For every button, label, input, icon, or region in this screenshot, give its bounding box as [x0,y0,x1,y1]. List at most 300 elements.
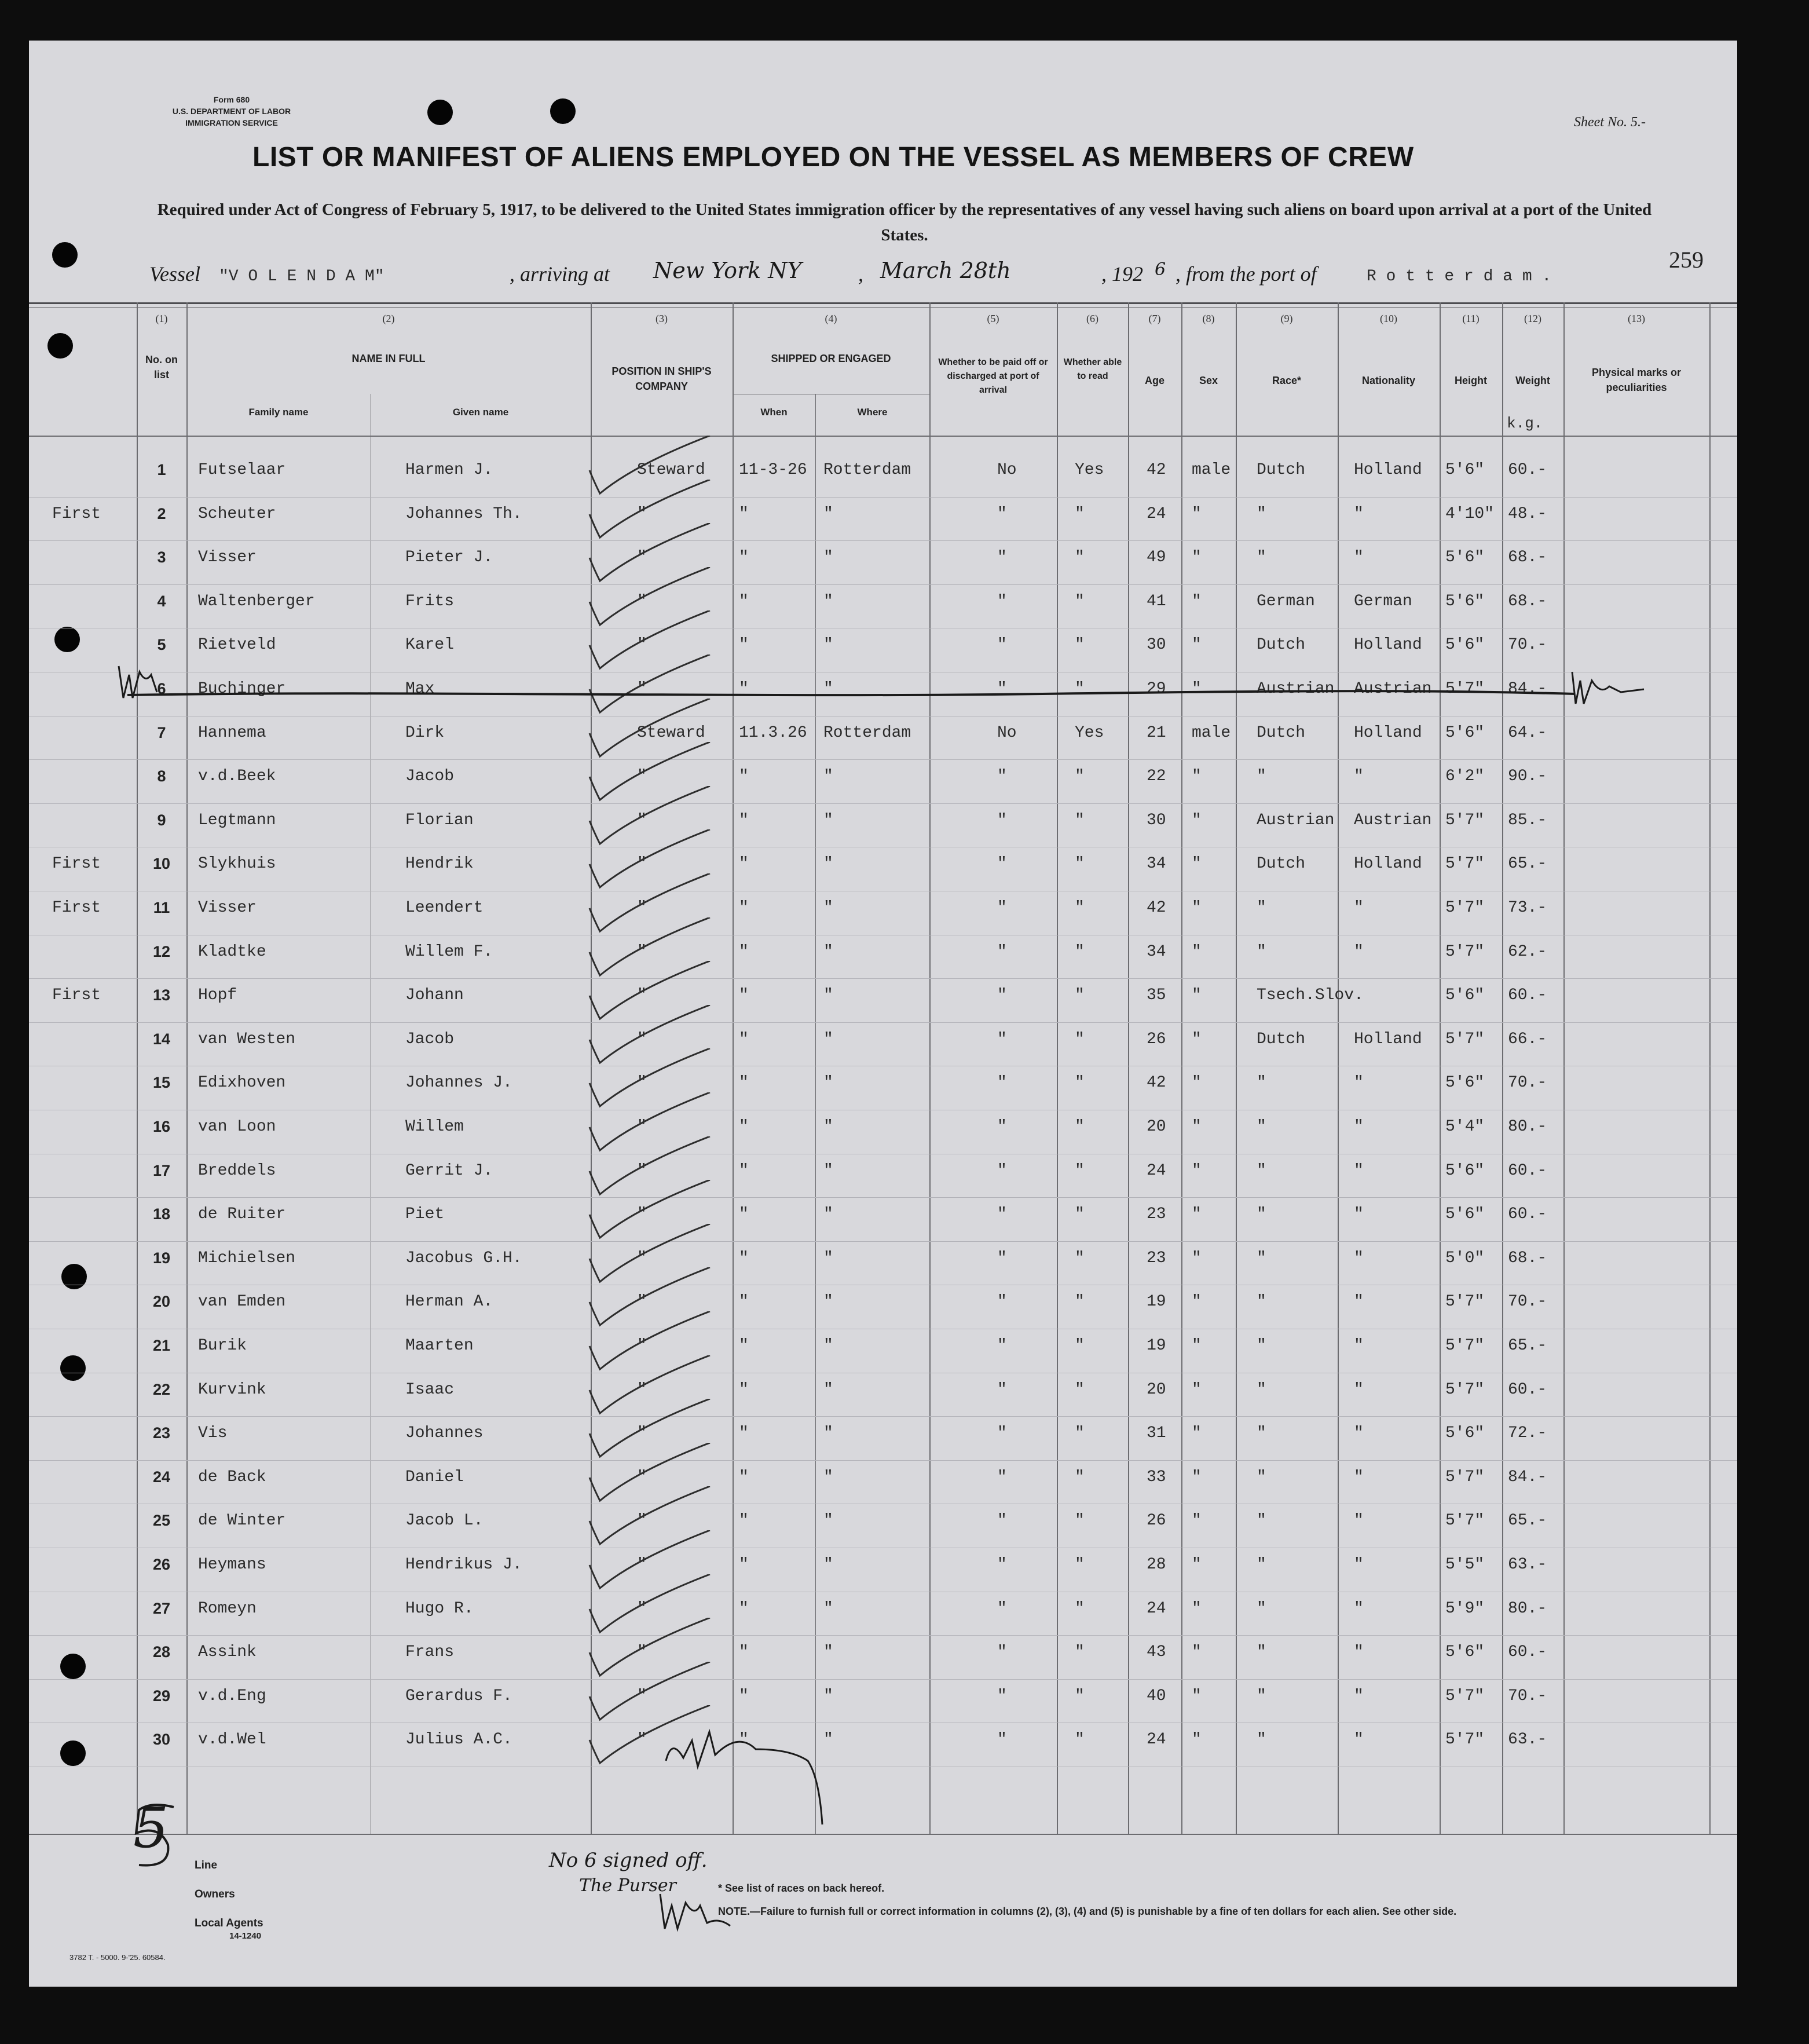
arrival-date: March 28th [880,258,1011,283]
cell-sex: " [1192,1293,1202,1311]
cell-when: " [739,549,749,567]
cell-where: " [823,1468,833,1486]
cell-weight: 90.- [1508,767,1547,786]
cell-read: " [1075,1424,1085,1443]
cell-when: " [739,1687,749,1705]
cell-height: 5'7" [1445,1337,1485,1355]
cell-paid: " [997,1556,1007,1574]
cell-height: 5'7" [1445,1468,1485,1486]
cell-read: " [1075,855,1085,873]
cell-position: " [637,1424,647,1443]
department-name: U.S. DEPARTMENT OF LABOR [172,107,291,116]
cell-race: " [1257,1337,1266,1355]
header-shipped: SHIPPED OR ENGAGED [771,353,891,364]
cell-race: " [1257,1380,1266,1399]
footer-sheet-mark: 5 [133,1796,169,1860]
cell-read: " [1075,680,1085,698]
cell-race: " [1257,1424,1266,1443]
cell-paid: " [997,1599,1007,1618]
cell-age: 24 [1147,1161,1166,1180]
cell-nationality: " [1354,1118,1364,1136]
cell-when: " [739,1599,749,1618]
cell-nationality: " [1354,1512,1364,1530]
cell-when: " [739,811,749,829]
cell-no: 7 [157,723,166,741]
cell-weight: 63.- [1508,1731,1547,1749]
cell-weight: 48.- [1508,504,1547,523]
cell-sex: " [1192,899,1202,917]
cell-family: v.d.Beek [198,767,276,786]
page-subtitle: Required under Act of Congress of February 5, 1917, to be delivered to the United States immigration officer by the representatives of any vessel having such aliens on board upon arrival at a port of the United States. [157,200,1652,244]
cell-where: " [823,636,833,654]
cell-no: 1 [157,461,166,478]
cell-given: Jacobus G.H. [405,1249,522,1267]
cell-weight: 84.- [1508,1468,1547,1486]
cell-no: 30 [152,1731,171,1749]
cell-height: 5'6" [1445,549,1485,567]
cell-weight: 72.- [1508,1424,1547,1443]
cell-read: " [1075,1731,1085,1749]
cell-age: 24 [1147,1599,1166,1618]
cell-paid: " [997,1424,1007,1443]
cell-nationality: Holland [1354,636,1422,654]
cell-where: Rotterdam [823,461,911,479]
cell-paid: " [997,899,1007,917]
cell-given: Johannes Th. [405,504,522,523]
cell-given: Willem [405,1118,464,1136]
cell-sex: " [1192,1512,1202,1530]
cell-no: 29 [152,1687,171,1705]
cell-nationality: " [1354,1556,1364,1574]
cell-race: " [1257,899,1266,917]
cell-no: 2 [157,504,166,522]
cell-given: Frans [405,1643,455,1662]
cell-nationality: " [1354,504,1364,523]
colnum-10: (10) [1380,313,1397,324]
cell-when: " [739,1424,749,1443]
cell-position: " [637,504,647,523]
cell-height: 5'7" [1445,899,1485,917]
cell-position: " [637,1512,647,1530]
cell-height: 5'7" [1445,1030,1485,1048]
cell-no: 22 [152,1380,171,1398]
cell-weight: 70.- [1508,1687,1547,1705]
cell-when: " [739,855,749,873]
cell-nationality: Holland [1354,461,1422,479]
cell-margin: First [52,986,101,1005]
cell-age: 43 [1147,1643,1166,1662]
cell-no: 13 [152,986,171,1004]
cell-where: " [823,1030,833,1048]
cell-nationality: " [1354,1074,1364,1092]
cell-given: Gerardus F. [405,1687,512,1705]
cell-height: 5'6" [1445,592,1485,610]
cell-age: 23 [1147,1205,1166,1224]
cell-height: 5'7" [1445,855,1485,873]
cell-race: Austrian [1257,811,1335,829]
cell-age: 31 [1147,1424,1166,1443]
cell-family: Legtmann [198,811,276,829]
sheet-label: Sheet No. [1574,115,1627,130]
colnum-12: (12) [1524,313,1541,324]
cell-height: 5'4" [1445,1118,1485,1136]
cell-position: " [637,986,647,1005]
header-no-on-list: No. on list [145,354,178,381]
cell-read: Yes [1075,461,1104,479]
cell-when: " [739,636,749,654]
header-paid-off: Whether to be paid off or discharged at port of arrival [938,357,1048,395]
cell-paid: " [997,1731,1007,1749]
cell-read: " [1075,1643,1085,1662]
cell-family: v.d.Eng [198,1687,266,1705]
cell-given: Maarten [405,1337,474,1355]
cell-age: 28 [1147,1556,1166,1574]
cell-weight: 80.- [1508,1118,1547,1136]
footer-line-label: Line [195,1859,218,1871]
page-title: LIST OR MANIFEST OF ALIENS EMPLOYED ON THE VESSEL AS MEMBERS OF CREW [252,142,1414,173]
cell-sex: " [1192,1687,1202,1705]
cell-read: " [1075,1468,1085,1486]
cell-family: Rietveld [198,636,276,654]
cell-weight: 66.- [1508,1030,1547,1048]
cell-no: 10 [152,855,171,873]
cell-when: " [739,592,749,610]
cell-paid: " [997,1468,1007,1486]
cell-no: 23 [152,1424,171,1442]
cell-where: " [823,1731,833,1749]
initials-left [119,666,157,698]
cell-where: " [823,1337,833,1355]
vessel-label: Vessel [149,262,200,286]
signature [666,1732,822,1824]
cell-read: " [1075,1293,1085,1311]
cell-given: Hendrik [405,855,474,873]
cell-paid: " [997,1205,1007,1224]
footer-owners-label: Owners [195,1888,235,1900]
cell-read: " [1075,1599,1085,1618]
cell-race: " [1257,1643,1266,1662]
cell-position: Steward [637,461,705,479]
cell-where: " [823,855,833,873]
cell-when: " [739,986,749,1005]
cell-position: " [637,899,647,917]
cell-nationality: Holland [1354,855,1422,873]
cell-race: Dutch [1257,636,1306,654]
cell-no: 14 [152,1030,171,1048]
cell-position: " [637,592,647,610]
cell-family: van Westen [198,1030,296,1048]
cell-age: 40 [1147,1687,1166,1705]
row-6-strikethrough [127,691,1575,695]
from-port: R o t t e r d a m . [1367,268,1552,286]
cell-sex: " [1192,1731,1202,1749]
cell-paid: " [997,549,1007,567]
cell-given: Dirk [405,723,445,742]
cell-height: 5'6" [1445,461,1485,479]
cell-height: 5'7" [1445,1380,1485,1399]
cell-sex: " [1192,855,1202,873]
cell-paid: No [997,461,1017,479]
cell-age: 35 [1147,986,1166,1005]
cell-weight: 64.- [1508,723,1547,742]
cell-given: Jacob [405,767,455,786]
cell-family: Burik [198,1337,247,1355]
cell-read: " [1075,1512,1085,1530]
cell-age: 24 [1147,504,1166,523]
cell-when: " [739,1731,749,1749]
cell-sex: " [1192,680,1202,698]
header-race: Race* [1272,375,1302,386]
header-when: When [760,407,788,418]
cell-paid: " [997,592,1007,610]
cell-paid: " [997,636,1007,654]
cell-family: Buchinger [198,680,286,698]
cell-family: de Ruiter [198,1205,286,1224]
cell-family: van Loon [198,1118,276,1136]
cell-position: " [637,1380,647,1399]
cell-paid: " [997,942,1007,961]
cell-where: " [823,1249,833,1267]
cell-weight: 85.- [1508,811,1547,829]
cell-sex: " [1192,1249,1202,1267]
cell-where: " [823,1161,833,1180]
cell-paid: " [997,1380,1007,1399]
cell-given: Johann [405,986,464,1005]
cell-family: Slykhuis [198,855,276,873]
cell-nationality: " [1354,1161,1364,1180]
cell-height: 5'0" [1445,1249,1485,1267]
cell-nationality: Austrian [1354,680,1432,698]
initials-right [1572,672,1644,704]
cell-height: 5'6" [1445,1643,1485,1662]
cell-race: " [1257,767,1266,786]
cell-position: " [637,1161,647,1180]
cell-weight: 60.- [1508,986,1547,1005]
cell-age: 41 [1147,592,1166,610]
cell-position: " [637,1205,647,1224]
cell-race: " [1257,549,1266,567]
cell-no: 26 [152,1556,171,1573]
cell-where: " [823,899,833,917]
cell-family: Michielsen [198,1249,296,1267]
cell-where: " [823,1380,833,1399]
cell-when: " [739,1556,749,1574]
cell-read: Yes [1075,723,1104,742]
cell-no: 16 [152,1118,171,1135]
footer-agents-code: 14-1240 [229,1931,262,1941]
cell-given: Max [405,680,435,698]
cell-height: 5'7" [1445,942,1485,961]
header-position: POSITION IN SHIP'S COMPANY [611,365,712,392]
cell-race: " [1257,1731,1266,1749]
cell-family: de Back [198,1468,266,1486]
cell-when: " [739,1118,749,1136]
cell-given: Isaac [405,1380,455,1399]
cell-nationality: " [1354,549,1364,567]
cell-race: " [1257,1074,1266,1092]
cell-read: " [1075,1249,1085,1267]
footer-failure-note: NOTE.—Failure to furnish full or correct information in columns (2), (3), (4) and (5) is punishable by a fine of ten dollars for each alien. See other side. [718,1906,1457,1917]
cell-position: " [637,1074,647,1092]
cell-family: Kladtke [198,942,266,961]
cell-given: Piet [405,1205,445,1224]
footer-purser-note: The Purser [579,1875,676,1896]
cell-given: Willem F. [405,942,493,961]
cell-sex: " [1192,1205,1202,1224]
colnum-7: (7) [1148,313,1161,324]
footer-races-note: * See list of races on back hereof. [718,1882,885,1894]
cell-given: Karel [405,636,455,654]
cell-weight: 84.- [1508,680,1547,698]
header-marks: Physical marks or peculiarities [1591,367,1682,393]
cell-position: " [637,549,647,567]
cell-where: " [823,811,833,829]
cell-sex: " [1192,1074,1202,1092]
cell-when: " [739,1468,749,1486]
cell-race: " [1257,1205,1266,1224]
cell-where: " [823,549,833,567]
cell-paid: " [997,504,1007,523]
cell-weight: 60.- [1508,1643,1547,1662]
cell-read: " [1075,899,1085,917]
year-suffix: 6 [1155,259,1166,280]
cell-age: 24 [1147,1731,1166,1749]
cell-paid: " [997,680,1007,698]
cell-paid: " [997,1074,1007,1092]
cell-when: " [739,680,749,698]
cell-family: Hopf [198,986,237,1005]
cell-age: 20 [1147,1118,1166,1136]
cell-read: " [1075,1380,1085,1399]
cell-when: " [739,1161,749,1180]
cell-where: " [823,942,833,961]
cell-given: Florian [405,811,474,829]
cell-given: Jacob [405,1030,455,1048]
header-where: Where [857,407,888,418]
header-nationality: Nationality [1361,375,1415,386]
cell-given: Julius A.C. [405,1731,512,1749]
cell-no: 27 [152,1599,171,1617]
cell-race: " [1257,1556,1266,1574]
cell-height: 5'6" [1445,1161,1485,1180]
cell-height: 5'5" [1445,1556,1485,1574]
cell-given: Herman A. [405,1293,493,1311]
cell-sex: " [1192,942,1202,961]
cell-read: " [1075,1337,1085,1355]
header-weight-unit: k.g. [1507,415,1543,432]
cell-race: Tsech.Slov. [1257,986,1364,1005]
cell-sex: " [1192,1337,1202,1355]
cell-no: 11 [153,899,170,916]
cell-family: van Emden [198,1293,286,1311]
cell-read: " [1075,549,1085,567]
cell-age: 29 [1147,680,1166,698]
cell-where: " [823,1512,833,1530]
cell-sex: " [1192,1030,1202,1048]
cell-position: Steward [637,723,705,742]
sheet-value: 5.- [1630,115,1646,130]
cell-where: " [823,592,833,610]
cell-age: 26 [1147,1030,1166,1048]
cell-paid: " [997,1249,1007,1267]
cell-no: 24 [152,1468,171,1486]
cell-weight: 60.- [1508,1205,1547,1224]
cell-given: Johannes J. [405,1074,512,1092]
service-name: IMMIGRATION SERVICE [185,118,278,127]
cell-sex: " [1192,1468,1202,1486]
cell-read: " [1075,1556,1085,1574]
cell-margin: First [52,504,101,523]
header-sex: Sex [1199,375,1218,386]
cell-no: 28 [152,1643,171,1661]
cell-position: " [637,767,647,786]
header-given-name: Given name [452,407,509,418]
cell-sex: " [1192,1380,1202,1399]
cell-where: " [823,1556,833,1574]
cell-sex: " [1192,504,1202,523]
cell-weight: 80.- [1508,1599,1547,1618]
cell-position: " [637,636,647,654]
cell-race: Dutch [1257,1030,1306,1048]
cell-sex: " [1192,1643,1202,1662]
cell-position: " [637,680,647,698]
header-age: Age [1144,375,1165,386]
cell-where: " [823,1687,833,1705]
cell-paid: No [997,723,1017,742]
cell-no: 3 [157,549,166,566]
cell-family: Heymans [198,1556,266,1574]
cell-given: Frits [405,592,455,610]
cell-age: 34 [1147,855,1166,873]
cell-paid: " [997,1161,1007,1180]
cell-height: 5'6" [1445,723,1485,742]
cell-sex: " [1192,636,1202,654]
cell-where: " [823,680,833,698]
cell-nationality: " [1354,1337,1364,1355]
cell-when: " [739,1249,749,1267]
cell-race: " [1257,1293,1266,1311]
cell-given: Harmen J. [405,461,493,479]
cell-position: " [637,1687,647,1705]
cell-no: 21 [152,1337,171,1354]
cell-paid: " [997,1512,1007,1530]
cell-position: " [637,942,647,961]
cell-family: Kurvink [198,1380,266,1399]
footer-local-agents-label: Local Agents [195,1917,263,1929]
cell-when: " [739,1512,749,1530]
cell-weight: 70.- [1508,1074,1547,1092]
cell-race: " [1257,504,1266,523]
cell-where: " [823,1118,833,1136]
cell-read: " [1075,504,1085,523]
cell-sex: " [1192,1556,1202,1574]
cell-position: " [637,1249,647,1267]
colnum-6: (6) [1086,313,1098,324]
cell-race: German [1257,592,1315,610]
cell-paid: " [997,1030,1007,1048]
cell-height: 5'7" [1445,811,1485,829]
cell-position: " [637,1556,647,1574]
cell-nationality: " [1354,1687,1364,1705]
cell-paid: " [997,1337,1007,1355]
cell-given: Leendert [405,899,484,917]
colnum-4: (4) [825,313,837,324]
cell-weight: 65.- [1508,1337,1547,1355]
cell-read: " [1075,942,1085,961]
cell-where: " [823,1074,833,1092]
cell-family: Visser [198,899,257,917]
cell-age: 22 [1147,767,1166,786]
